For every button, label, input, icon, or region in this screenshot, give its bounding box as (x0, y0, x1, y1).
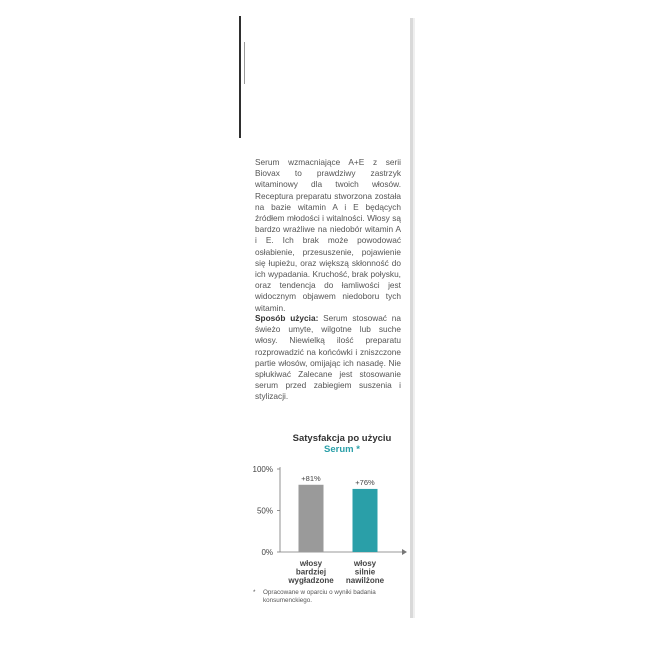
usage-text: Serum stosować na świeżo umyte, wilgotne lub suche włosy. Niewielką ilość preparatu rozprowadzić na końcówki i zniszczone partie włosów, omijając ich nasadę. Nie spłukiwać Zalecane jest stosowanie serum przed zabiegiem suszenia i stylizacji. (255, 313, 401, 402)
category-label: włosy (299, 559, 323, 568)
category-label: nawilżone (345, 576, 385, 585)
category-label: bardziej (295, 567, 327, 577)
category-label: silnie (354, 567, 376, 577)
box-left-edge (239, 16, 241, 138)
bar-2 (353, 489, 378, 552)
y-tick-label: 50% (256, 506, 273, 516)
chart-title: Satysfakcja po użyciu (292, 433, 392, 444)
category-label: wygładzone (288, 576, 334, 585)
usage-section (255, 313, 401, 403)
footnote-text: Opracowane w oparciu o wyniki badania konsumenckiego. (263, 589, 376, 604)
data-label: +81% (301, 473, 321, 483)
y-tick-label: 100% (252, 465, 273, 474)
product-description: Serum wzmacniające A+E z serii Biovax to prawdziwy zastrzyk witaminowy dla twoich włosów. Receptura preparatu stworzona została na bazie witamin A i E będących źródłem młodości i witalności. Włosy są bardzo wrażliwe na niedobór witamin A i E. Ich brak może powodować osłabienie, przesuszenie, pojawienie się łupieżu, oraz większą skłonność do ich wypadania. Kruchość, brak połysku, oraz tendencja do łamliwości jest widocznym objawem niedoboru tych witamin. (255, 157, 401, 313)
box-left-edge-inner (244, 42, 245, 84)
chart-subtitle: Serum * (324, 444, 360, 455)
y-tick-label: 0% (261, 548, 273, 557)
footnote (253, 589, 413, 605)
data-label: +76% (355, 477, 375, 487)
usage-heading: Sposób użycia: (255, 313, 319, 323)
bar-1 (299, 485, 324, 552)
footnote-marker: * (253, 589, 256, 596)
x-axis-arrow (402, 549, 407, 555)
category-label: włosy (353, 559, 377, 568)
satisfaction-bar-chart (240, 455, 420, 595)
